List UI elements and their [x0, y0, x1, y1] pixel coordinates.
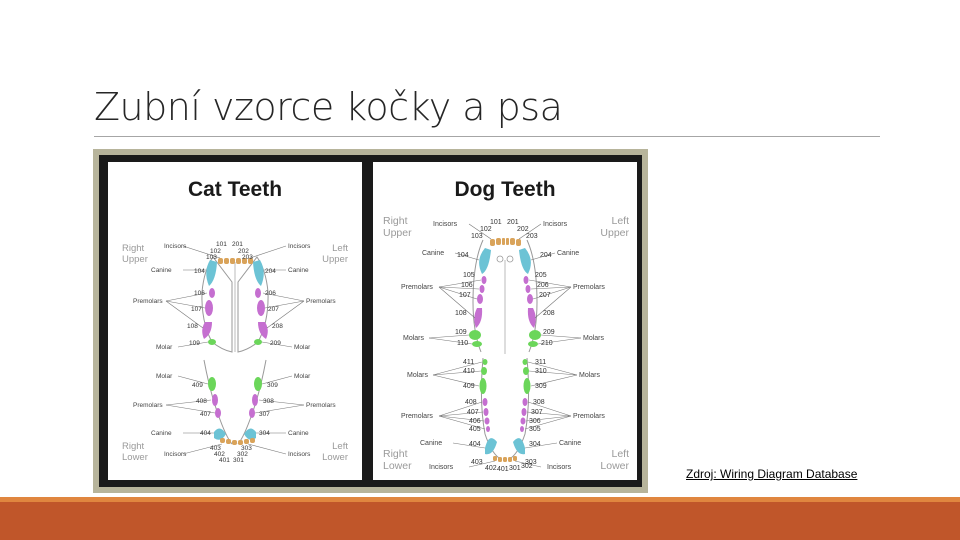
- cat-molar-label-ll: Molar: [156, 373, 173, 380]
- dog-num-109: 109: [455, 329, 467, 336]
- cat-molar-label-lr: Molar: [294, 373, 311, 380]
- dog-num-205: 205: [535, 272, 547, 279]
- dog-num-208: 208: [543, 310, 555, 317]
- dog-num-107: 107: [459, 292, 471, 299]
- dog-num-410: 410: [463, 368, 475, 375]
- dog-canine-204: [519, 248, 531, 274]
- dog-canine-label-ul: Canine: [422, 250, 445, 257]
- cat-canine-label-lr: Canine: [288, 430, 309, 437]
- cat-num-308: 308: [263, 398, 274, 405]
- dog-num-201: 201: [507, 219, 519, 226]
- dog-tooth-208: [528, 308, 536, 328]
- dog-num-305: 305: [529, 426, 541, 433]
- cat-molar-label-ul: Molar: [156, 344, 173, 351]
- cat-num-108: 108: [187, 323, 198, 330]
- dog-premolars-label-lr: Premolars: [573, 413, 605, 420]
- title-divider: [94, 136, 880, 137]
- dog-tooth-109: [469, 330, 481, 340]
- dog-incisors-label-ul: Incisors: [433, 221, 458, 228]
- dog-num-306: 306: [529, 418, 541, 425]
- cat-num-301: 301: [233, 457, 244, 464]
- dog-num-102: 102: [480, 226, 492, 233]
- dog-num-309: 309: [535, 383, 547, 390]
- dog-tooth-309: [524, 378, 531, 394]
- dog-canine-label-ur: Canine: [557, 250, 580, 257]
- dog-incisors-label-ur: Incisors: [543, 221, 568, 228]
- cat-num-408: 408: [196, 398, 207, 405]
- dog-num-110: 110: [457, 340, 469, 347]
- dog-tooth-306: [521, 418, 526, 425]
- cat-num-409: 409: [192, 382, 203, 389]
- cat-tooth-106: [209, 288, 215, 298]
- dog-tooth-407: [484, 408, 489, 416]
- dog-tooth-406: [485, 418, 490, 425]
- dog-incisors-label-ll: Incisors: [429, 464, 454, 471]
- cat-teeth-diagram: [108, 162, 362, 480]
- dog-num-207: 207: [539, 292, 551, 299]
- dog-num-403: 403: [471, 459, 483, 466]
- cat-tooth-107: [205, 300, 213, 316]
- dog-molars-label-ur: Molars: [583, 335, 605, 342]
- cat-left-lower-l1: Left: [332, 441, 348, 452]
- dog-tooth-310: [523, 367, 529, 375]
- dog-num-202: 202: [517, 226, 529, 233]
- cat-num-401: 401: [219, 457, 230, 464]
- cat-canine-204: [253, 260, 264, 286]
- cat-premolars-label-ur: Premolars: [306, 298, 336, 305]
- dog-tooth-205: [524, 276, 529, 284]
- cat-num-101: 101: [216, 241, 227, 248]
- dog-premolars-label-ul: Premolars: [401, 284, 433, 291]
- dog-tooth-409: [480, 378, 487, 394]
- cat-num-402: 402: [214, 451, 225, 458]
- cat-num-208: 208: [272, 323, 283, 330]
- dog-tooth-209: [529, 330, 541, 340]
- cat-canine-label-ul: Canine: [151, 267, 172, 274]
- cat-tooth-108: [202, 322, 212, 339]
- dog-tooth-106: [480, 285, 485, 293]
- cat-num-109: 109: [189, 340, 200, 347]
- cat-tooth-409: [208, 377, 216, 391]
- dog-tooth-307: [522, 408, 527, 416]
- dog-panel-title: Dog Teeth: [454, 178, 556, 201]
- dog-num-304: 304: [529, 441, 541, 448]
- dog-right-lower-l1: Right: [383, 448, 408, 460]
- dog-premolars-label-ll: Premolars: [401, 413, 433, 420]
- dog-canine-404: [485, 438, 497, 454]
- cat-num-102: 102: [210, 248, 221, 255]
- dog-tooth-206: [526, 285, 531, 293]
- dog-canine-label-lr: Canine: [559, 440, 582, 447]
- dog-num-106: 106: [461, 282, 473, 289]
- dog-canine-label-ll: Canine: [420, 440, 443, 447]
- dog-num-103: 103: [471, 233, 483, 240]
- dog-num-406: 406: [469, 418, 481, 425]
- cat-num-407: 407: [200, 411, 211, 418]
- dog-num-301: 301: [509, 465, 521, 472]
- dog-num-405: 405: [469, 426, 481, 433]
- cat-right-upper-l2: Upper: [122, 254, 148, 265]
- cat-premolars-label-lr: Premolars: [306, 402, 336, 409]
- dog-num-203: 203: [526, 233, 538, 240]
- dog-tooth-107: [477, 294, 483, 304]
- dog-tooth-405: [486, 426, 490, 432]
- cat-tooth-207: [257, 300, 265, 316]
- cat-num-202: 202: [238, 248, 249, 255]
- dog-right-lower-l2: Lower: [383, 460, 412, 472]
- dog-num-411: 411: [463, 359, 475, 366]
- cat-num-103: 103: [206, 254, 217, 261]
- dog-num-209: 209: [543, 329, 555, 336]
- dog-num-101: 101: [490, 219, 502, 226]
- dog-canine-304: [513, 438, 525, 454]
- cat-incisors-label-lr: Incisors: [288, 451, 311, 458]
- dog-tooth-311: [523, 359, 528, 365]
- dog-upper-incisors: [490, 238, 521, 246]
- cat-premolars-label-ll: Premolars: [133, 402, 163, 409]
- dog-canine-104: [479, 248, 491, 274]
- dog-teeth-panel: [373, 162, 637, 480]
- cat-tooth-408: [212, 394, 218, 406]
- dog-tooth-305: [520, 426, 524, 432]
- cat-left-upper-l1: Left: [332, 243, 348, 254]
- cat-num-104: 104: [194, 268, 205, 275]
- dog-right-upper-l2: Upper: [383, 227, 412, 239]
- cat-tooth-307: [249, 408, 255, 418]
- dog-num-408: 408: [465, 399, 477, 406]
- dog-tooth-110: [472, 341, 482, 347]
- dog-premolars-label-ur: Premolars: [573, 284, 605, 291]
- dog-num-409: 409: [463, 383, 475, 390]
- slide-title: Zubní vzorce kočky a psa: [94, 85, 563, 129]
- cat-canine-104: [206, 260, 217, 286]
- dog-incisors-label-lr: Incisors: [547, 464, 572, 471]
- cat-panel-title: Cat Teeth: [187, 178, 283, 201]
- dog-tooth-207: [527, 294, 533, 304]
- dog-left-lower-l2: Lower: [600, 460, 629, 472]
- dog-molars-label-ul: Molars: [403, 335, 425, 342]
- dog-num-308: 308: [533, 399, 545, 406]
- cat-num-203: 203: [242, 254, 253, 261]
- dog-tooth-411: [483, 359, 488, 365]
- figure-inner: [99, 155, 642, 487]
- dog-num-210: 210: [541, 340, 553, 347]
- dog-num-204: 204: [540, 252, 552, 259]
- cat-tooth-109: [208, 339, 216, 345]
- dog-num-404: 404: [469, 441, 481, 448]
- cat-num-302: 302: [237, 451, 248, 458]
- cat-num-106: 106: [194, 290, 205, 297]
- dog-num-105: 105: [463, 272, 475, 279]
- dog-teeth-diagram: [373, 162, 637, 480]
- dog-left-upper-l1: Left: [611, 215, 629, 227]
- cat-incisors-label-ul: Incisors: [164, 243, 187, 250]
- cat-num-404: 404: [200, 430, 211, 437]
- dog-molars-label-ll: Molars: [407, 372, 429, 379]
- dog-num-307: 307: [531, 409, 543, 416]
- cat-canine-label-ll: Canine: [151, 430, 172, 437]
- cat-teeth-panel: [108, 162, 362, 480]
- dog-num-104: 104: [457, 252, 469, 259]
- footer-bar: [0, 502, 960, 540]
- cat-molar-label-ur: Molar: [294, 344, 311, 351]
- dental-chart-figure: [93, 149, 648, 493]
- dog-num-407: 407: [467, 409, 479, 416]
- dog-tooth-308: [523, 398, 528, 406]
- cat-tooth-208: [258, 322, 268, 339]
- cat-num-204: 204: [265, 268, 276, 275]
- cat-tooth-209: [254, 339, 262, 345]
- dog-left-upper-l2: Upper: [600, 227, 629, 239]
- cat-num-209: 209: [270, 340, 281, 347]
- dog-tooth-105: [482, 276, 487, 284]
- cat-num-309: 309: [267, 382, 278, 389]
- dog-tooth-410: [481, 367, 487, 375]
- cat-num-403: 403: [210, 445, 221, 452]
- dog-num-302: 302: [521, 463, 533, 470]
- cat-right-lower-l1: Right: [122, 441, 145, 452]
- dog-num-108: 108: [455, 310, 467, 317]
- cat-tooth-308: [252, 394, 258, 406]
- dog-num-206: 206: [537, 282, 549, 289]
- cat-left-lower-l2: Lower: [322, 452, 348, 463]
- cat-left-upper-l2: Upper: [322, 254, 348, 265]
- dog-lower-incisors: [493, 456, 517, 462]
- source-link[interactable]: Zdroj: Wiring Diagram Database: [686, 467, 858, 481]
- cat-tooth-407: [215, 408, 221, 418]
- cat-num-107: 107: [191, 306, 202, 313]
- dog-num-311: 311: [535, 359, 547, 366]
- dog-num-310: 310: [535, 368, 547, 375]
- cat-num-206: 206: [265, 290, 276, 297]
- cat-right-lower-l2: Lower: [122, 452, 148, 463]
- cat-tooth-309: [254, 377, 262, 391]
- dog-molars-label-lr: Molars: [579, 372, 601, 379]
- cat-num-207: 207: [268, 306, 279, 313]
- cat-premolars-label-ul: Premolars: [133, 298, 163, 305]
- cat-num-307: 307: [259, 411, 270, 418]
- cat-incisors-label-ur: Incisors: [288, 243, 311, 250]
- cat-canine-label-ur: Canine: [288, 267, 309, 274]
- cat-tooth-206: [255, 288, 261, 298]
- cat-incisors-label-ll: Incisors: [164, 451, 187, 458]
- dog-right-upper-l1: Right: [383, 215, 408, 227]
- dog-tooth-408: [483, 398, 488, 406]
- cat-right-upper-l1: Right: [122, 243, 145, 254]
- dog-tooth-108: [474, 308, 482, 328]
- cat-num-304: 304: [259, 430, 270, 437]
- dog-num-401: 401: [497, 466, 509, 473]
- dog-left-lower-l1: Left: [611, 448, 629, 460]
- cat-num-201: 201: [232, 241, 243, 248]
- cat-num-303: 303: [241, 445, 252, 452]
- dog-num-402: 402: [485, 465, 497, 472]
- dog-tooth-210: [528, 341, 538, 347]
- dog-num-303: 303: [525, 459, 537, 466]
